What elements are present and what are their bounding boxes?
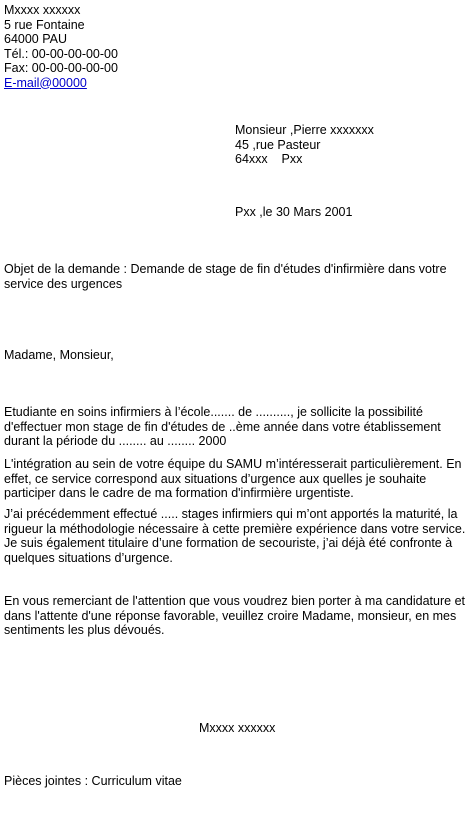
recipient-city: 64xxx Pxx <box>235 152 303 166</box>
paragraph-line: durant la période du ........ au ........ 2000 <box>4 434 227 448</box>
body-paragraph <box>4 405 441 449</box>
subject-line: Objet de la demande : Demande de stage de fin d'études d'infirmière dans votre <box>4 262 447 276</box>
recipient-street: 45 ,rue Pasteur <box>235 137 321 152</box>
sender-fax: Fax: 00-00-00-00-00 <box>4 61 118 75</box>
recipient-address <box>235 123 374 167</box>
closing-paragraph <box>4 594 465 638</box>
recipient-name: Monsieur ,Pierre xxxxxxx <box>235 123 374 137</box>
salutation: Madame, Monsieur, <box>4 348 114 362</box>
paragraph-line: Je suis également titulaire d’une formation de secouriste, j’ai déjà été confronte à <box>4 536 453 550</box>
paragraph-line: sentiments les plus dévoués. <box>4 623 165 637</box>
sender-street: 5 rue Fontaine <box>4 17 85 32</box>
paragraph-line: rigueur la méthodologie nécessaire à cette première expérience dans votre service. <box>4 521 466 536</box>
paragraph-line: Etudiante en soins infirmiers à l’école....... de .........., je sollicite la possibilité <box>4 405 423 419</box>
subject <box>4 262 447 291</box>
paragraph-line: dans l'attente d'une réponse favorable, veuillez croire Madame, monsieur, en mes <box>4 608 457 623</box>
paragraph-line: L'intégration au sein de votre équipe du SAMU m’intéresserait particulièrement. En <box>4 457 462 471</box>
sender-address <box>4 3 118 90</box>
attachments-line: Pièces jointes : Curriculum vitae <box>4 774 182 788</box>
sender-email-link[interactable]: E-mail@00000 <box>4 75 87 90</box>
date-line: Pxx ,le 30 Mars 2001 <box>235 205 353 219</box>
paragraph-line: effet, ce service correspond aux situations d’urgence aux quelles je souhaite <box>4 471 427 486</box>
sender-city: 64000 PAU <box>4 32 68 46</box>
paragraph-line: participer dans le cadre de ma formation d'infirmière urgentiste. <box>4 486 354 500</box>
body-paragraph <box>4 507 465 565</box>
signature: Mxxxx xxxxxx <box>199 721 276 735</box>
sender-phone: Tél.: 00-00-00-00-00 <box>4 46 118 61</box>
paragraph-line: J’ai précédemment effectué ..... stages infirmiers qui m’ont apportés la maturité, la <box>4 507 458 521</box>
paragraph-line: d'effectuer mon stage de fin d'études de ..ème année dans votre établissement <box>4 419 441 434</box>
subject-line: service des urgences <box>4 276 123 291</box>
paragraph-line: En vous remerciant de l'attention que vous voudrez bien porter à ma candidature et <box>4 594 465 608</box>
paragraph-line: quelques situations d’urgence. <box>4 550 173 565</box>
sender-name: Mxxxx xxxxxx <box>4 3 81 17</box>
body-paragraph <box>4 457 462 501</box>
